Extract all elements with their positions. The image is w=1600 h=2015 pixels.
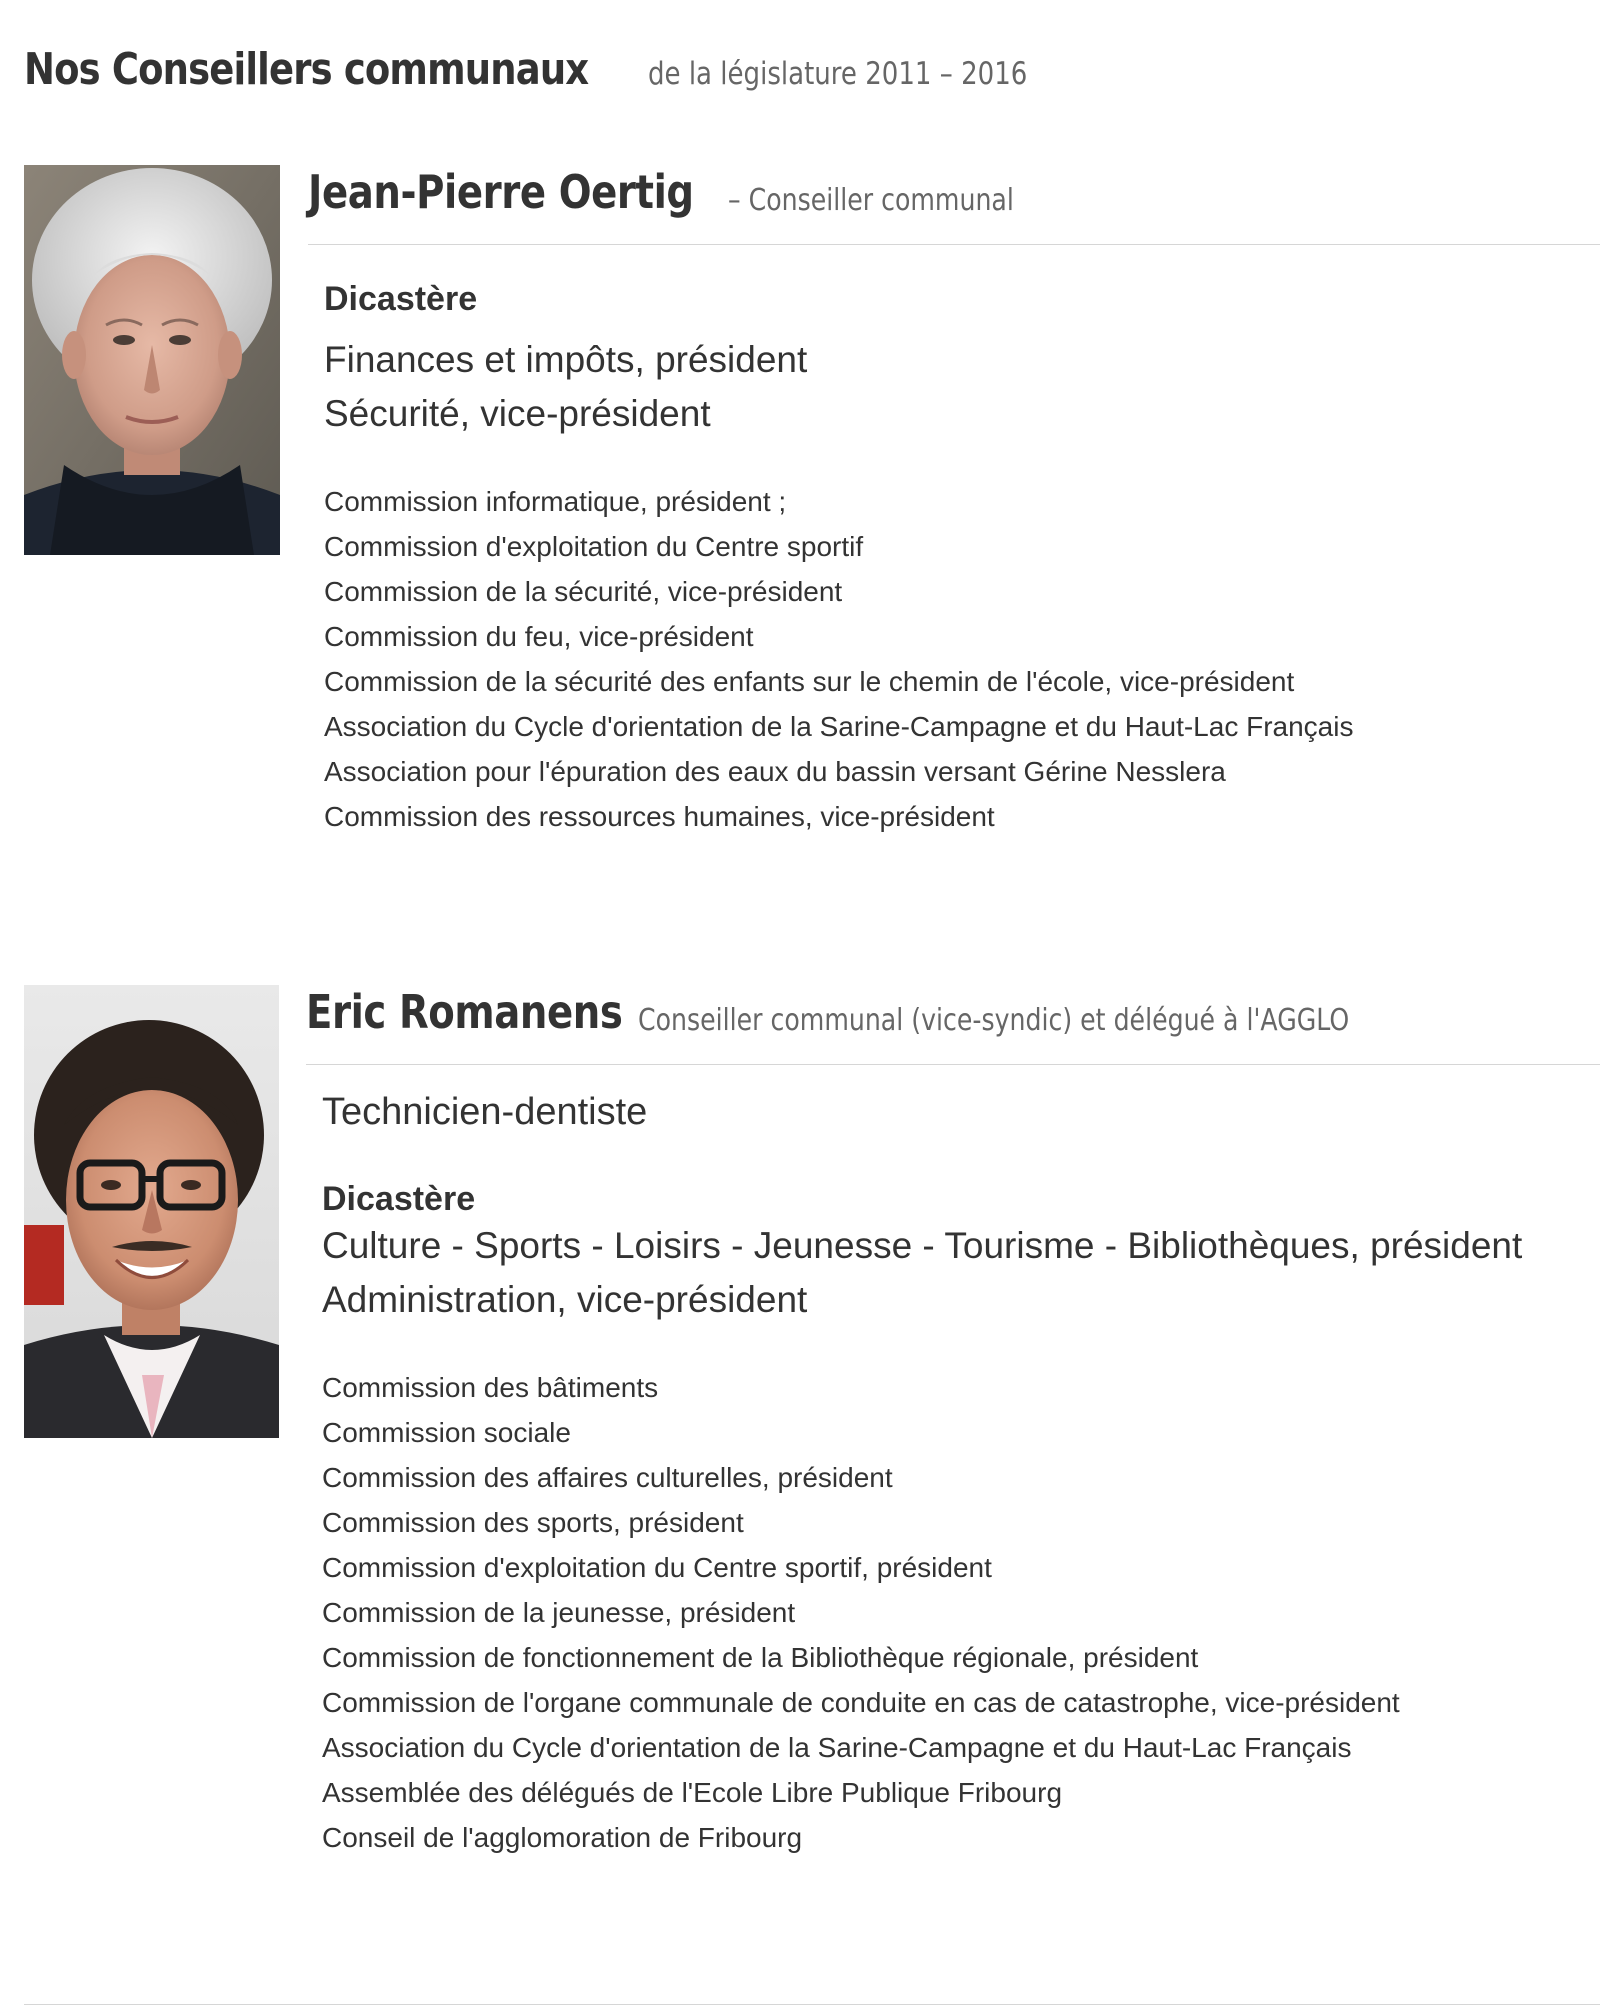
member-card	[0, 165, 1600, 885]
commission-item: Commission de la sécurité, vice-président	[324, 576, 843, 607]
dicastere-item: Culture - Sports - Loisirs - Jeunesse - Tourisme - Bibliothèques, président	[322, 1225, 1523, 1266]
commission-list	[324, 479, 1600, 839]
commission-item: Commission de l'organe communale de conduite en cas de catastrophe, vice-président	[322, 1687, 1400, 1718]
page-heading	[24, 44, 1028, 95]
commission-item: Commission informatique, président ;	[324, 486, 787, 517]
member-header	[308, 165, 1600, 245]
header-divider	[308, 244, 1600, 245]
commission-item: Commission des bâtiments	[322, 1372, 659, 1403]
member-details	[322, 1087, 1600, 1860]
commission-item: Commission sociale	[322, 1417, 571, 1448]
member-card	[0, 985, 1600, 1905]
commission-item: Commission des sports, président	[322, 1507, 744, 1538]
member-photo	[24, 985, 279, 1438]
dicastere-label: Dicastère	[322, 1180, 476, 1218]
commission-item: Commission de fonctionnement de la Bibliothèque régionale, président	[322, 1642, 1199, 1673]
dicastere-label: Dicastère	[324, 280, 478, 318]
commission-item: Commission du feu, vice-président	[324, 621, 754, 652]
header-divider	[306, 1064, 1600, 1065]
dicastere-item: Finances et impôts, président	[324, 339, 808, 380]
page-subtitle: de la législature 2011 – 2016	[648, 56, 1028, 92]
commission-item: Commission d'exploitation du Centre sportif, président	[322, 1552, 992, 1583]
member-name: Eric Romanens	[306, 985, 623, 1039]
member-details	[324, 279, 1600, 839]
commission-item: Commission d'exploitation du Centre sportif	[324, 531, 864, 562]
commission-list	[322, 1365, 1600, 1860]
commission-item: Association du Cycle d'orientation de la Sarine-Campagne et du Haut-Lac Français	[322, 1732, 1352, 1763]
commission-item: Association pour l'épuration des eaux du bassin versant Gérine Nesslera	[324, 756, 1226, 787]
dicastere-list	[322, 1219, 1600, 1327]
dicastere-item: Administration, vice-président	[322, 1279, 808, 1320]
member-photo	[24, 165, 280, 555]
dicastere-item: Sécurité, vice-président	[324, 393, 711, 434]
member-role: – Conseiller communal	[728, 183, 1014, 218]
member-header	[306, 985, 1600, 1065]
commission-item: Assemblée des délégués de l'Ecole Libre Publique Fribourg	[322, 1777, 1063, 1808]
member-role: Conseiller communal (vice-syndic) et délégué à l'AGGLO	[638, 1003, 1350, 1038]
commission-item: Commission de la sécurité des enfants sur le chemin de l'école, vice-président	[324, 666, 1295, 697]
bottom-divider	[24, 2004, 1600, 2005]
member-name: Jean-Pierre Oertig	[308, 165, 694, 219]
commission-item: Association du Cycle d'orientation de la Sarine-Campagne et du Haut-Lac Français	[324, 711, 1354, 742]
commission-item: Commission des affaires culturelles, président	[322, 1462, 893, 1493]
dicastere-list	[324, 333, 1600, 441]
commission-item: Commission de la jeunesse, président	[322, 1597, 796, 1628]
commission-item: Conseil de l'agglomoration de Fribourg	[322, 1822, 803, 1853]
commission-item: Commission des ressources humaines, vice-président	[324, 801, 995, 832]
member-profession: Technicien-dentiste	[322, 1091, 648, 1133]
page-title: Nos Conseillers communaux	[24, 44, 589, 95]
